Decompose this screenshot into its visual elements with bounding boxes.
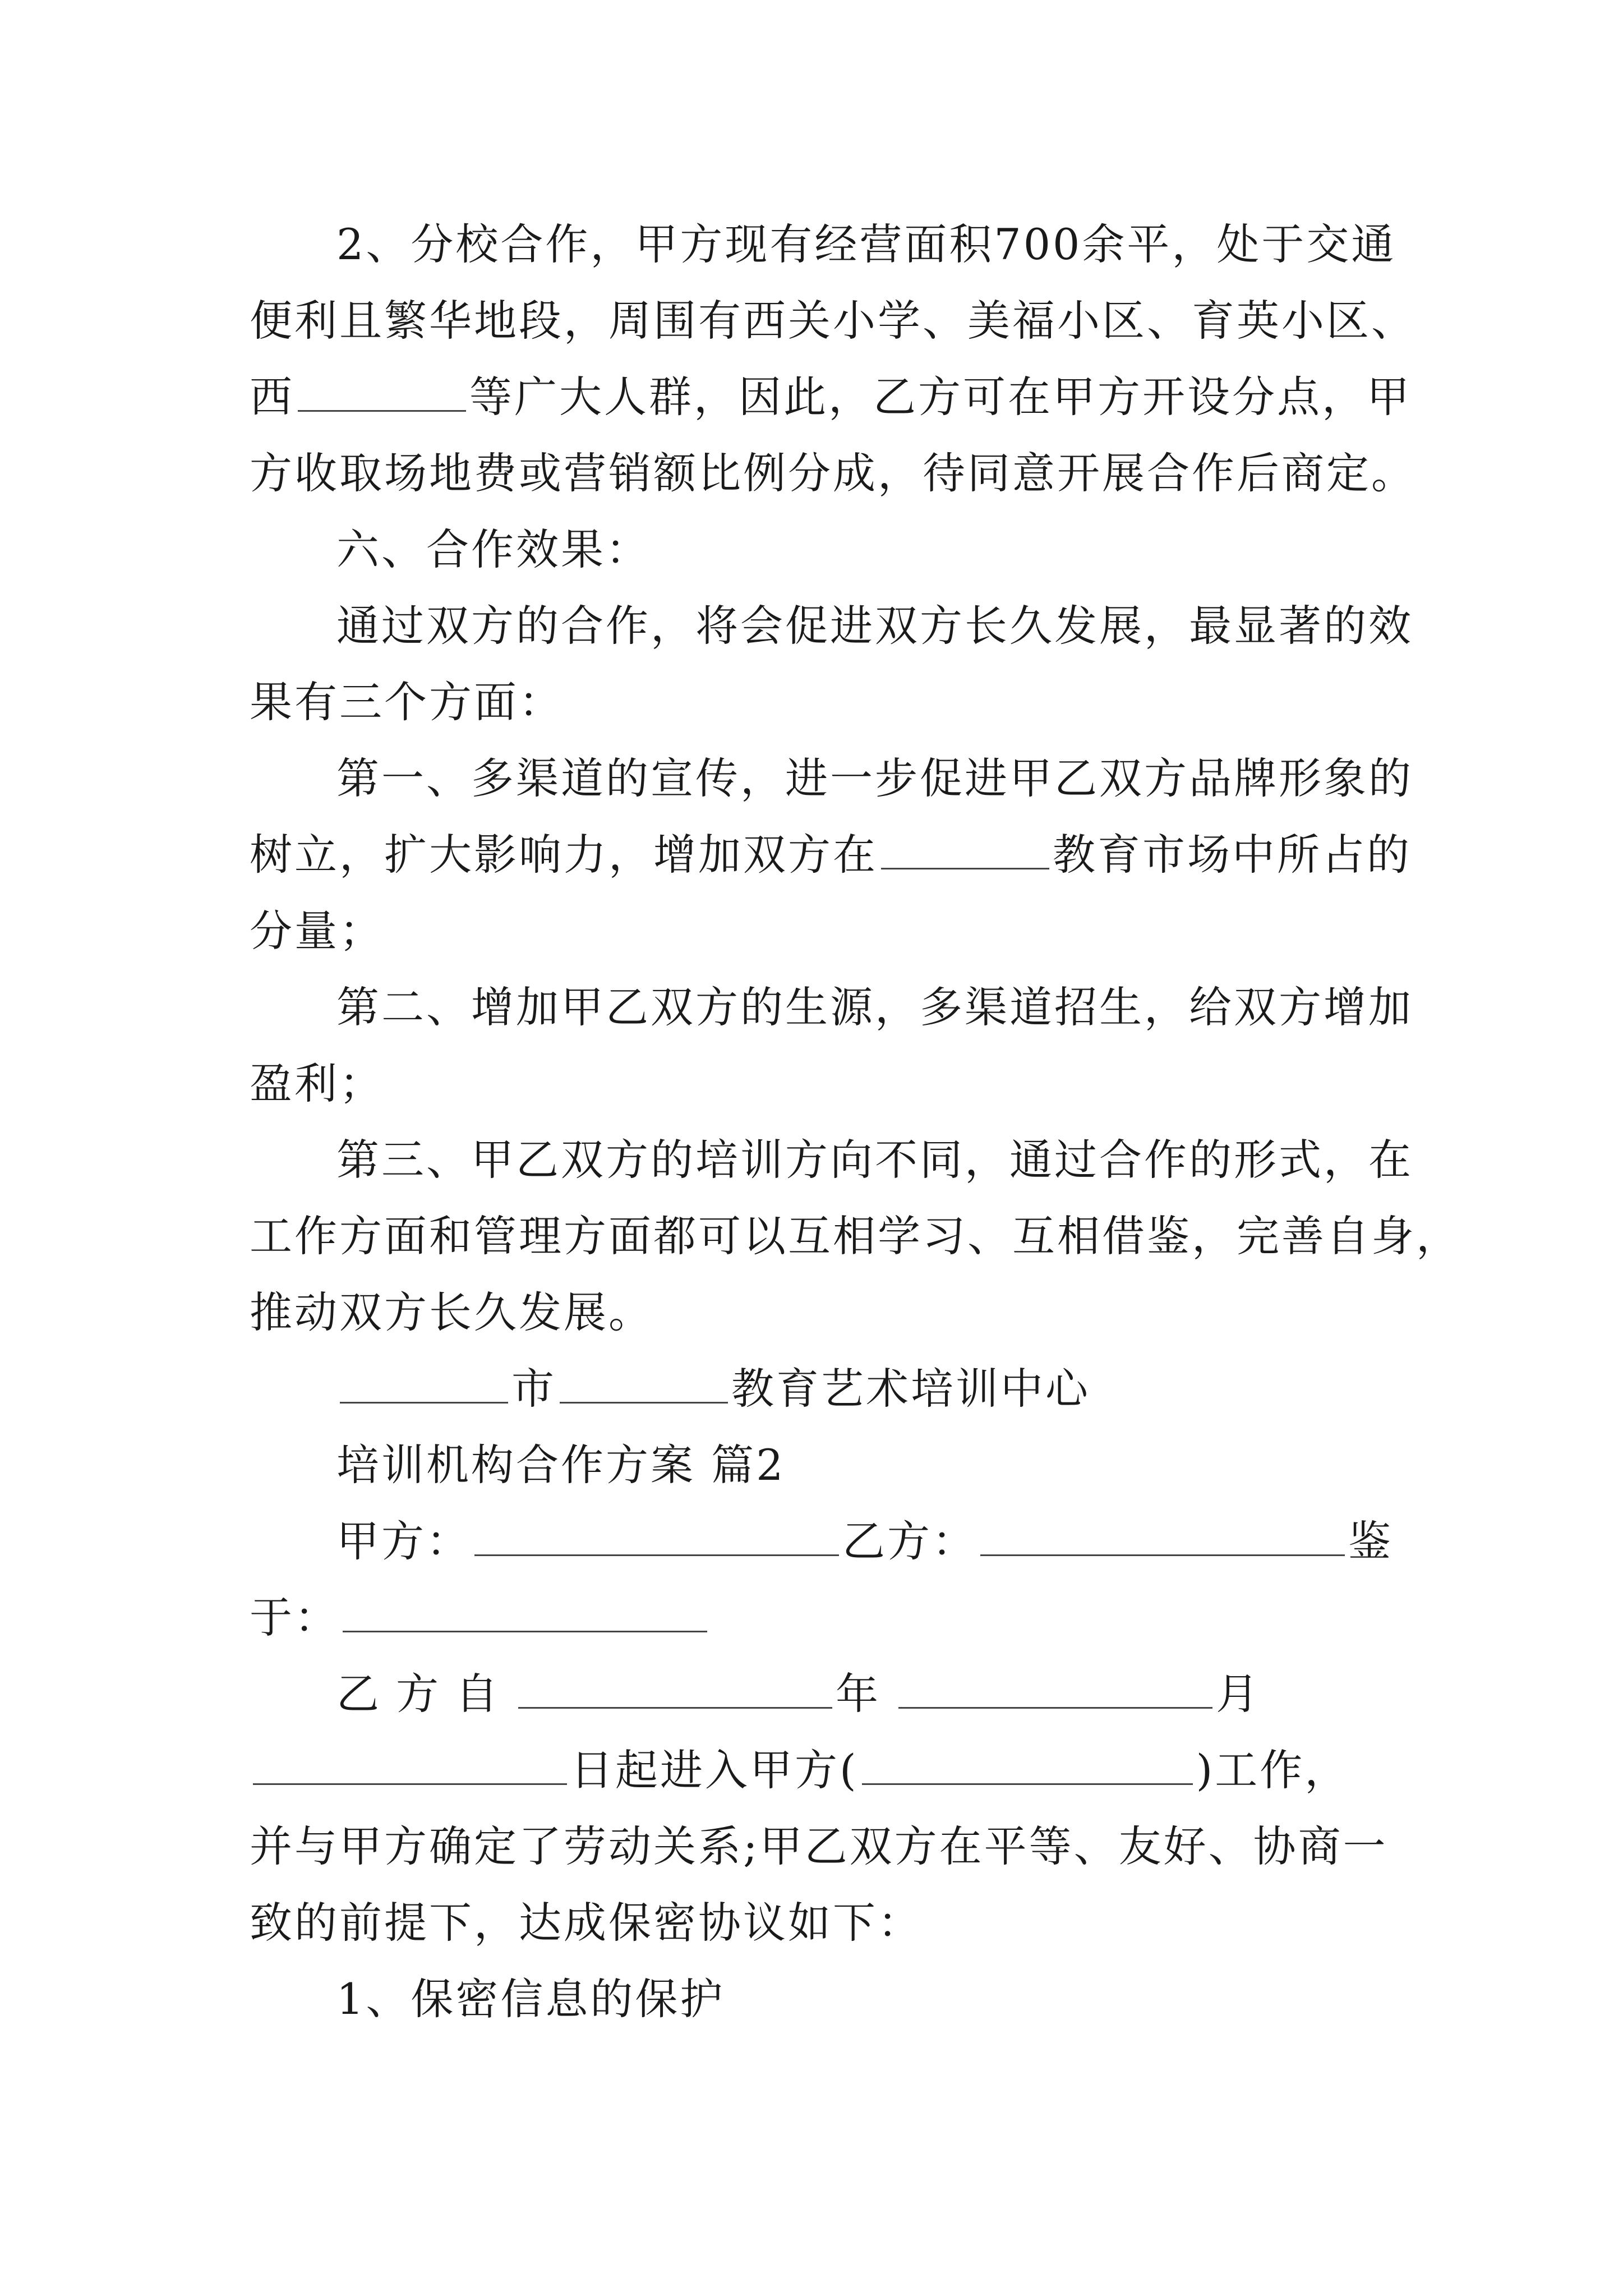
text: 方收取场地费或营销额比例分成，待同意开展合作后商定。: [250, 448, 1416, 498]
paragraph-line: [250, 1885, 1382, 1961]
text: 并与甲方确定了劳动关系;甲乙双方在平等、友好、协商一: [250, 1821, 1388, 1871]
paragraph-line: [250, 1046, 1382, 1122]
text: 日起进入甲方(: [570, 1745, 859, 1795]
blank-field: [253, 1744, 567, 1785]
section-heading: [336, 512, 1469, 588]
blank-field: [898, 1668, 1212, 1709]
blank-field: [881, 829, 1049, 869]
paragraph-line: [336, 588, 1469, 664]
text: 教育艺术培训中心: [731, 1364, 1090, 1414]
text: 盈利；: [250, 1059, 384, 1108]
text: 2、分校合作，甲方现有经营面积700余平，处于交通: [336, 219, 1396, 269]
paragraph-line: [250, 283, 1416, 359]
text: 教育市场中所占的: [1053, 830, 1412, 880]
text: 分量；: [250, 906, 384, 956]
text: 年: [836, 1669, 895, 1719]
text: 培训机构合作方案 篇2: [336, 1440, 786, 1490]
paragraph-line: [250, 1198, 1461, 1274]
text: 鉴: [1348, 1516, 1393, 1566]
text: 六、合作效果：: [336, 524, 651, 574]
text: 西: [250, 372, 294, 422]
text: )工作，: [1196, 1745, 1350, 1795]
section-title: [336, 1427, 1469, 1503]
blank-field: [560, 1363, 728, 1404]
paragraph-line: [336, 206, 1469, 283]
text: 第三、甲乙双方的培训方向不同，通过合作的形式，在: [336, 1135, 1413, 1185]
paragraph-line: [250, 817, 1412, 893]
blank-field: [474, 1515, 839, 1556]
text: 致的前提下，达成保密协议如下：: [250, 1898, 923, 1948]
paragraph-line: [250, 664, 1382, 740]
party-line: [250, 1580, 1382, 1656]
date-line: [336, 1656, 1469, 1732]
text: 月: [1216, 1669, 1275, 1719]
text: 乙方：: [842, 1516, 977, 1566]
paragraph-line: [336, 969, 1469, 1046]
blank-field: [298, 371, 466, 412]
blank-field: [343, 1591, 707, 1632]
paragraph-line: [250, 435, 1416, 512]
blank-field: [862, 1744, 1193, 1785]
text: 等广大人群，因此，乙方可在甲方开设分点，甲: [469, 372, 1412, 422]
text: 第一、多渠道的宣传，进一步促进甲乙双方品牌形象的: [336, 753, 1413, 803]
text: 乙方自: [336, 1669, 515, 1719]
blank-field: [980, 1515, 1345, 1556]
blank-field: [340, 1363, 508, 1404]
list-item: [336, 1961, 1469, 2037]
paragraph-line: [250, 1809, 1388, 1885]
blank-field: [518, 1668, 832, 1709]
text: 推动双方长久发展。: [250, 1287, 653, 1337]
text: 于：: [250, 1593, 339, 1642]
signature-line: [336, 1351, 1469, 1427]
date-line: [250, 1732, 1382, 1809]
paragraph-line: [250, 1274, 1382, 1351]
text: 甲方：: [336, 1516, 471, 1566]
text: 工作方面和管理方面都可以互相学习、互相借鉴，完善自身，: [250, 1211, 1461, 1261]
text: 果有三个方面：: [250, 677, 564, 727]
paragraph-line: [336, 740, 1469, 817]
text: 1、保密信息的保护: [336, 1974, 725, 2024]
text: 市: [511, 1364, 556, 1414]
text: 树立，扩大影响力，增加双方在: [250, 830, 878, 880]
paragraph-line: [336, 1122, 1469, 1198]
text: 通过双方的合作，将会促进双方长久发展，最显著的效: [336, 601, 1413, 651]
text: 第二、增加甲乙双方的生源，多渠道招生，给双方增加: [336, 982, 1413, 1032]
party-line: [336, 1503, 1469, 1580]
paragraph-line: [250, 893, 1382, 969]
text: 便利且繁华地段，周围有西关小学、美福小区、育英小区、: [250, 296, 1416, 346]
paragraph-line: [250, 359, 1412, 435]
